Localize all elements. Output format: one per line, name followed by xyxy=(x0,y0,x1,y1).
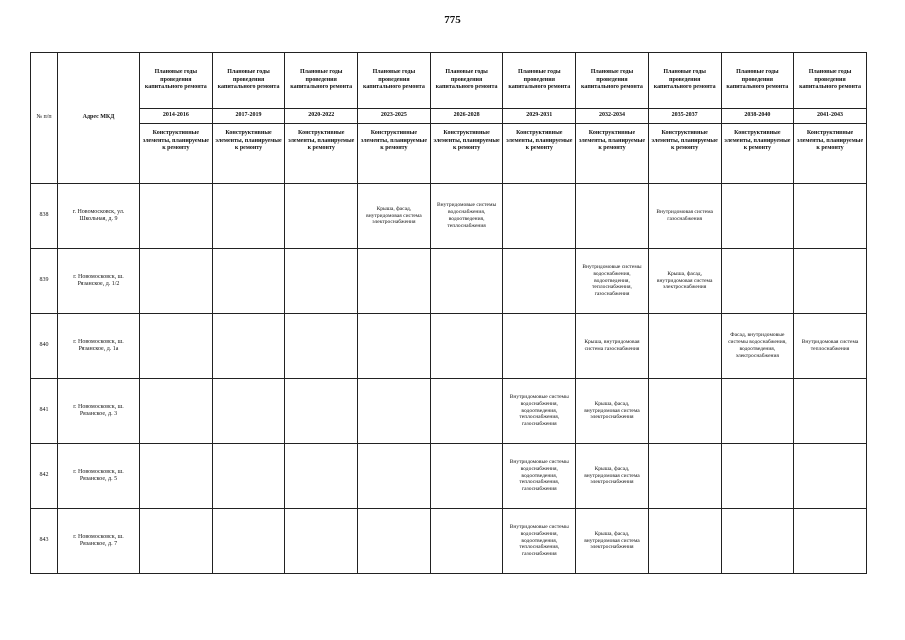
row-elements-cell xyxy=(430,379,503,444)
row-address: г. Новомосковск, ул. Школьная, д. 9 xyxy=(58,184,140,249)
header-planned-years: Плановые годы проведения капитального ремонта xyxy=(648,53,721,109)
row-elements-cell xyxy=(794,379,867,444)
header-planned-years: Плановые годы проведения капитального ремонта xyxy=(358,53,431,109)
header-period: 2023-2025 xyxy=(358,109,431,124)
row-elements-cell: Крыша, внутридомовая система газоснабжения xyxy=(576,314,649,379)
row-elements-cell xyxy=(285,249,358,314)
row-elements-cell xyxy=(721,184,794,249)
row-elements-cell: Внутридомовые системы водоснабжения, водоотведения, теплоснабжения xyxy=(430,184,503,249)
row-elements-cell xyxy=(140,444,213,509)
row-elements-cell xyxy=(430,314,503,379)
row-elements-cell xyxy=(576,184,649,249)
header-elements: Конструктивные элементы, планируемые к ремонту xyxy=(285,124,358,184)
row-elements-cell xyxy=(140,379,213,444)
capital-repair-table xyxy=(30,52,867,574)
row-elements-cell xyxy=(794,509,867,574)
row-elements-cell: Фасад, внутридомовые системы водоснабжения, водоотведения, электроснабжения xyxy=(721,314,794,379)
header-planned-years: Плановые годы проведения капитального ремонта xyxy=(576,53,649,109)
row-elements-cell xyxy=(140,184,213,249)
header-planned-years: Плановые годы проведения капитального ремонта xyxy=(140,53,213,109)
row-elements-cell xyxy=(648,444,721,509)
row-elements-cell: Внутридомовая система газоснабжения xyxy=(648,184,721,249)
header-planned-years: Плановые годы проведения капитального ремонта xyxy=(285,53,358,109)
row-elements-cell xyxy=(140,249,213,314)
table-row xyxy=(31,314,867,379)
row-elements-cell xyxy=(648,379,721,444)
header-planned-years: Плановые годы проведения капитального ремонта xyxy=(430,53,503,109)
row-elements-cell xyxy=(212,249,285,314)
header-period: 2035-2037 xyxy=(648,109,721,124)
header-elements: Конструктивные элементы, планируемые к ремонту xyxy=(648,124,721,184)
header-planned-years: Плановые годы проведения капитального ремонта xyxy=(212,53,285,109)
header-planned-years: Плановые годы проведения капитального ремонта xyxy=(503,53,576,109)
row-elements-cell: Крыша, фасад, внутридомовая система электроснабжения xyxy=(358,184,431,249)
row-elements-cell xyxy=(721,444,794,509)
row-elements-cell xyxy=(212,184,285,249)
header-period: 2026-2028 xyxy=(430,109,503,124)
header-elements: Конструктивные элементы, планируемые к ремонту xyxy=(721,124,794,184)
row-elements-cell xyxy=(212,444,285,509)
row-elements-cell xyxy=(430,509,503,574)
header-period: 2041-2043 xyxy=(794,109,867,124)
row-elements-cell xyxy=(794,249,867,314)
row-elements-cell xyxy=(721,379,794,444)
header-row-elements xyxy=(31,124,867,184)
row-elements-cell xyxy=(794,444,867,509)
row-elements-cell xyxy=(358,509,431,574)
row-elements-cell: Крыша, фасад, внутридомовая система электроснабжения xyxy=(576,379,649,444)
row-elements-cell xyxy=(721,509,794,574)
table-row xyxy=(31,249,867,314)
row-address: г. Новомосковск, ш. Рязанское, д. 5 xyxy=(58,444,140,509)
table-row xyxy=(31,379,867,444)
row-address: г. Новомосковск, ш. Рязанское, д. 1/2 xyxy=(58,249,140,314)
row-address: г. Новомосковск, ш. Рязанское, д. 7 xyxy=(58,509,140,574)
row-elements-cell xyxy=(503,314,576,379)
row-elements-cell xyxy=(285,379,358,444)
row-elements-cell: Внутридомовые системы водоснабжения, водоотведения, теплоснабжения, газоснабжения xyxy=(503,444,576,509)
row-elements-cell xyxy=(430,249,503,314)
row-elements-cell: Внутридомовые системы водоснабжения, водоотведения, теплоснабжения, газоснабжения xyxy=(576,249,649,314)
row-elements-cell: Крыша, фасад, внутридомовая система электроснабжения xyxy=(576,444,649,509)
row-elements-cell xyxy=(794,184,867,249)
table-row xyxy=(31,444,867,509)
row-address: г. Новомосковск, ш. Рязанское, д. 3 xyxy=(58,379,140,444)
header-elements: Конструктивные элементы, планируемые к ремонту xyxy=(140,124,213,184)
header-address: Адрес МКД xyxy=(58,53,140,184)
table-row xyxy=(31,509,867,574)
header-planned-years: Плановые годы проведения капитального ремонта xyxy=(794,53,867,109)
row-elements-cell xyxy=(648,509,721,574)
header-elements: Конструктивные элементы, планируемые к ремонту xyxy=(794,124,867,184)
row-elements-cell xyxy=(285,509,358,574)
row-number: 838 xyxy=(31,184,58,249)
row-elements-cell xyxy=(358,249,431,314)
row-elements-cell xyxy=(212,314,285,379)
row-elements-cell xyxy=(358,379,431,444)
header-elements: Конструктивные элементы, планируемые к ремонту xyxy=(212,124,285,184)
row-elements-cell xyxy=(358,314,431,379)
row-number: 843 xyxy=(31,509,58,574)
row-address: г. Новомосковск, ш. Рязанское, д. 1а xyxy=(58,314,140,379)
row-number: 839 xyxy=(31,249,58,314)
row-elements-cell xyxy=(212,379,285,444)
row-elements-cell xyxy=(648,314,721,379)
row-elements-cell: Крыша, фасад, внутридомовая система электроснабжения xyxy=(648,249,721,314)
header-planned-years: Плановые годы проведения капитального ремонта xyxy=(721,53,794,109)
header-period: 2029-2031 xyxy=(503,109,576,124)
header-period: 2032-2034 xyxy=(576,109,649,124)
row-elements-cell: Крыша, фасад, внутридомовая система электроснабжения xyxy=(576,509,649,574)
row-number: 841 xyxy=(31,379,58,444)
header-period: 2038-2040 xyxy=(721,109,794,124)
header-row-periods xyxy=(31,109,867,124)
row-elements-cell xyxy=(430,444,503,509)
row-elements-cell xyxy=(212,509,285,574)
row-number: 840 xyxy=(31,314,58,379)
row-elements-cell xyxy=(358,444,431,509)
header-elements: Конструктивные элементы, планируемые к ремонту xyxy=(358,124,431,184)
header-num: № п/п xyxy=(31,53,58,184)
header-period: 2017-2019 xyxy=(212,109,285,124)
row-elements-cell: Внутридомовые системы водоснабжения, водоотведения, теплоснабжения, газоснабжения xyxy=(503,509,576,574)
row-elements-cell xyxy=(285,444,358,509)
header-elements: Конструктивные элементы, планируемые к ремонту xyxy=(576,124,649,184)
row-elements-cell xyxy=(285,184,358,249)
header-period: 2014-2016 xyxy=(140,109,213,124)
row-elements-cell: Внутридомовая система теплоснабжения xyxy=(794,314,867,379)
row-elements-cell xyxy=(503,184,576,249)
row-elements-cell xyxy=(721,249,794,314)
header-elements: Конструктивные элементы, планируемые к ремонту xyxy=(503,124,576,184)
page-number: 775 xyxy=(444,14,461,26)
row-elements-cell: Внутридомовые системы водоснабжения, водоотведения, теплоснабжения, газоснабжения xyxy=(503,379,576,444)
row-elements-cell xyxy=(503,249,576,314)
row-elements-cell xyxy=(140,509,213,574)
row-elements-cell xyxy=(140,314,213,379)
table-body xyxy=(31,184,867,574)
table-row xyxy=(31,184,867,249)
row-number: 842 xyxy=(31,444,58,509)
header-elements: Конструктивные элементы, планируемые к ремонту xyxy=(430,124,503,184)
row-elements-cell xyxy=(285,314,358,379)
header-row-years xyxy=(31,53,867,109)
header-period: 2020-2022 xyxy=(285,109,358,124)
